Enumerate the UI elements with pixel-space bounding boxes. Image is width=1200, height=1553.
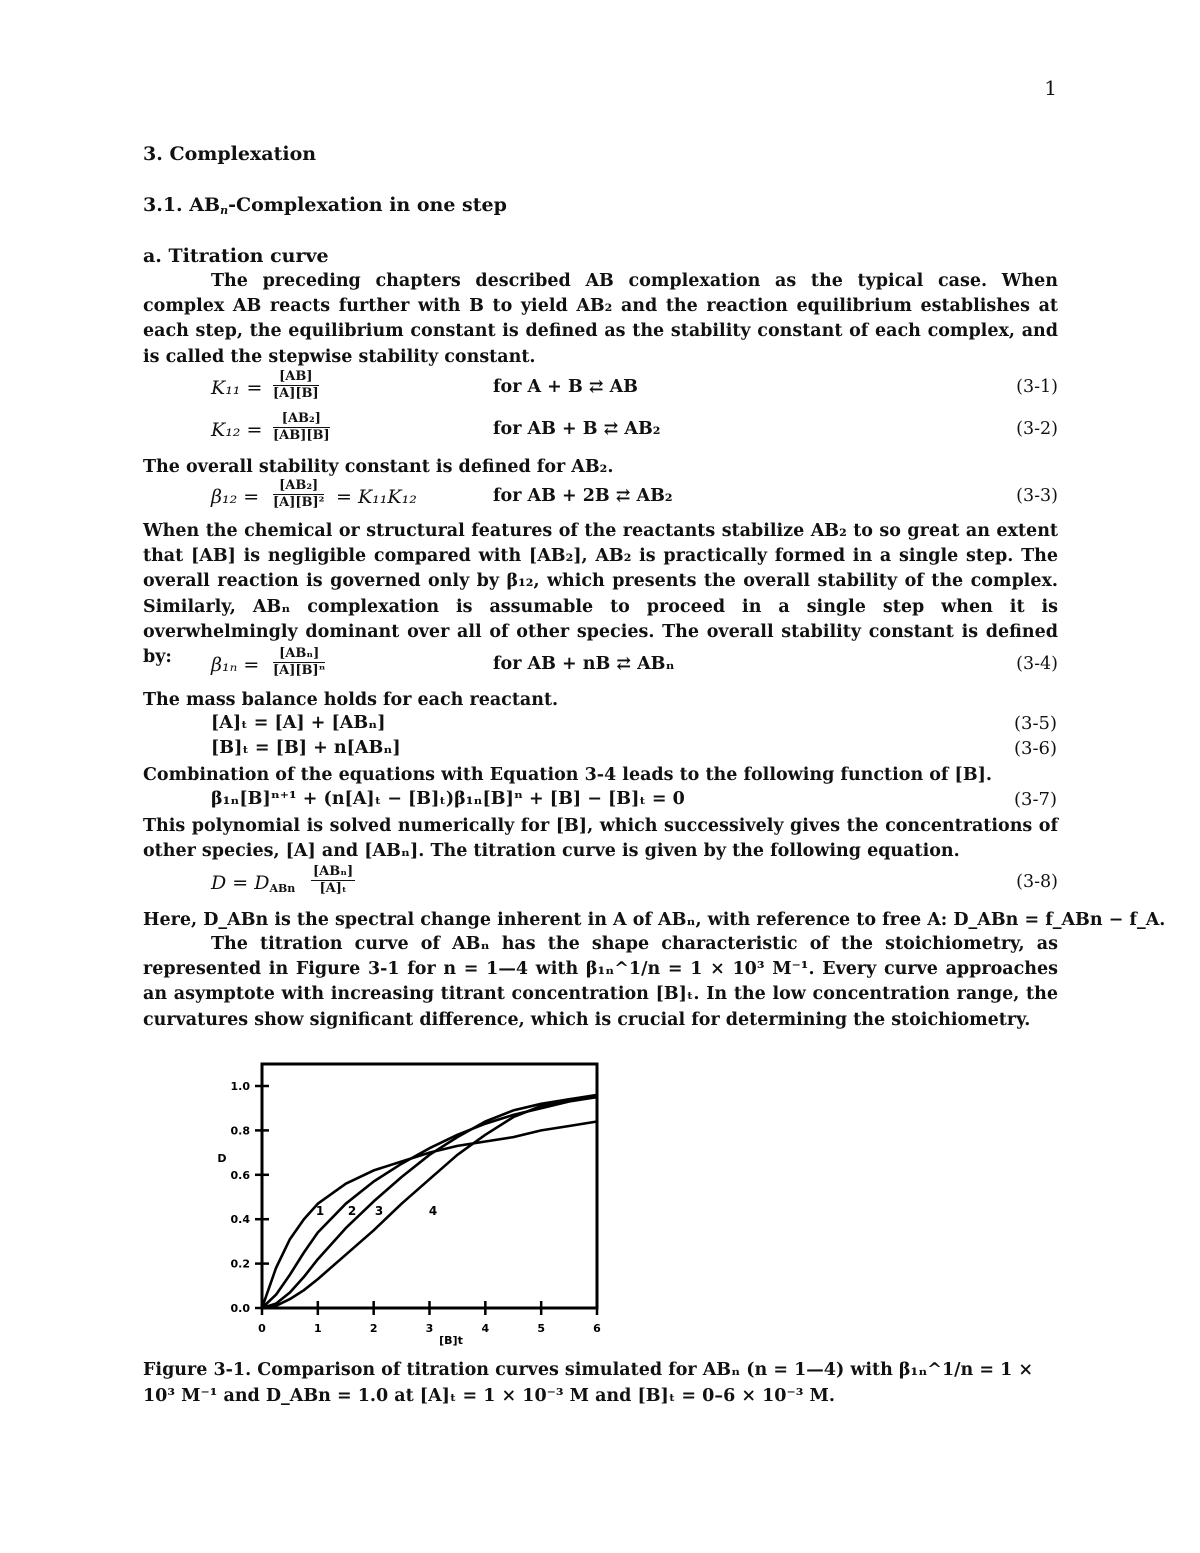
- paragraph-polynomial: This polynomial is solved numerically for [B], which successively gives the concentrations of other species, [A] and [ABₙ]. The titration curve is given by the following equation.: [143, 816, 1058, 862]
- figure-caption: Figure 3-1. Comparison of titration curves simulated for ABₙ (n = 1—4) with β₁ₙ^1/n = 1 × 10³ M⁻¹ and D_ABn = 1.0 at [A]ₜ = 1 × 10⁻³ M and [B]ₜ = 0–6 × 10⁻³ M.: [143, 1360, 1034, 1406]
- overall-constant-line: The overall stability constant is defined for AB₂.: [143, 457, 614, 477]
- page-number: 1: [1044, 76, 1057, 100]
- series-label-4: 4: [428, 1204, 438, 1218]
- equation-3-5: [A]ₜ = [A] + [ABₙ]: [211, 713, 386, 733]
- x-tick-label: 2: [369, 1322, 378, 1335]
- paragraph-figure-description: The titration curve of ABₙ has the shape characteristic of the stoichiometry, as represented in Figure 3-1 for n = 1—4 with β₁ₙ^1/n = 1 × 10³ M⁻¹. Every curve approaches an asymptote with increasing titrant concentration [B]ₜ. In the low concentration range, the curvatures show significant difference, which is crucial for determining the stoichiometry.: [143, 934, 1058, 1030]
- x-tick-label: 6: [593, 1322, 601, 1335]
- equation-3-7-number: (3-7): [1013, 789, 1057, 810]
- plot-frame: [262, 1064, 597, 1308]
- equation-3-6: [B]ₜ = [B] + n[ABₙ]: [211, 738, 401, 758]
- series-label-2: 2: [347, 1204, 357, 1218]
- equation-3-6-number: (3-6): [1013, 738, 1057, 759]
- section-heading: 3.1. $AB_n$-Complexation in one step: [143, 194, 507, 217]
- paragraph-intro: The preceding chapters described AB complexation as the typical case. When complex AB reacts further with B to yield AB₂ and the reaction equilibrium establishes at each step, the equilibrium constant is defined as the stability constant of each complex, and is called the stepwise stability constant.: [143, 271, 1058, 367]
- equation-3-5-number: (3-5): [1013, 713, 1057, 734]
- x-tick-label: 0: [258, 1322, 266, 1335]
- combination-line: Combination of the equations with Equation 3-4 leads to the following function of [B].: [143, 765, 992, 785]
- subsection-heading: a. Titration curve: [143, 245, 329, 267]
- x-tick-label: 5: [537, 1322, 545, 1335]
- x-tick-label: 1: [314, 1322, 322, 1335]
- equation-3-3: β₁₂ = $\frac{\text{[AB₂]}}{\text{[A][B]²}}$ = K₁₁K₁₂ for AB + 2B ⇄ AB₂ (3-3): [211, 478, 1058, 510]
- equation-3-1: K₁₁ = $\frac{[AB]}{[A][B]}$ for A + B ⇄ AB (3-1): [211, 369, 1058, 401]
- y-tick-label: 0.0: [230, 1302, 250, 1315]
- y-tick-label: 0.6: [230, 1168, 250, 1182]
- y-tick-label: 0.8: [230, 1124, 250, 1138]
- chapter-heading: 3. Complexation: [143, 143, 317, 165]
- series-line-4: [262, 1095, 597, 1308]
- mass-balance-line: The mass balance holds for each reactant.: [143, 690, 559, 710]
- equation-3-7: β₁ₙ[B]ⁿ⁺¹ + (n[A]ₜ − [B]ₜ)β₁ₙ[B]ⁿ + [B] − [B]ₜ = 0: [211, 789, 685, 809]
- paragraph-single-step: When the chemical or structural features of the reactants stabilize AB₂ to so great an extent that [AB] is negligible compared with [AB₂], AB₂ is practically formed in a single step. The overall reaction is governed only by β₁₂, which presents the overall stability of the complex. Similarly, ABₙ complexation is assumable to proceed in a single step when it is overwhelmingly dominant over all of other species. The overall stability constant is defined by:: [143, 521, 1058, 668]
- x-tick-label: 3: [425, 1322, 434, 1335]
- equation-3-4: β₁ₙ = [ABₙ] [A][B]ⁿ for AB + nB ⇄ ABₙ (3-4): [211, 646, 1058, 678]
- y-tick-label: 0.4: [230, 1213, 250, 1227]
- series-label-3: 3: [374, 1204, 384, 1218]
- y-axis-label: D: [217, 1152, 227, 1165]
- y-tick-label: 1.0: [230, 1080, 250, 1093]
- y-tick-label: 0.2: [230, 1257, 250, 1271]
- here-line: Here, D_ABn is the spectral change inherent in A of ABₙ, with reference to free A: D_ABn = f_ABn − f_A.: [143, 910, 1166, 930]
- equation-3-2: K₁₂ = $\frac{\text{[AB₂]}}{[AB][B]}$ for AB + B ⇄ AB₂ (3-2): [211, 411, 1058, 443]
- series-label-1: 1: [315, 1204, 325, 1218]
- x-tick-label: 4: [481, 1322, 490, 1335]
- x-axis-label: [B]t: [439, 1334, 463, 1347]
- equation-3-8: $D = D_{ABn}$ [ABₙ] [A]ₜ (3-8): [211, 864, 1058, 896]
- titration-chart: [0, 1055, 1200, 1355]
